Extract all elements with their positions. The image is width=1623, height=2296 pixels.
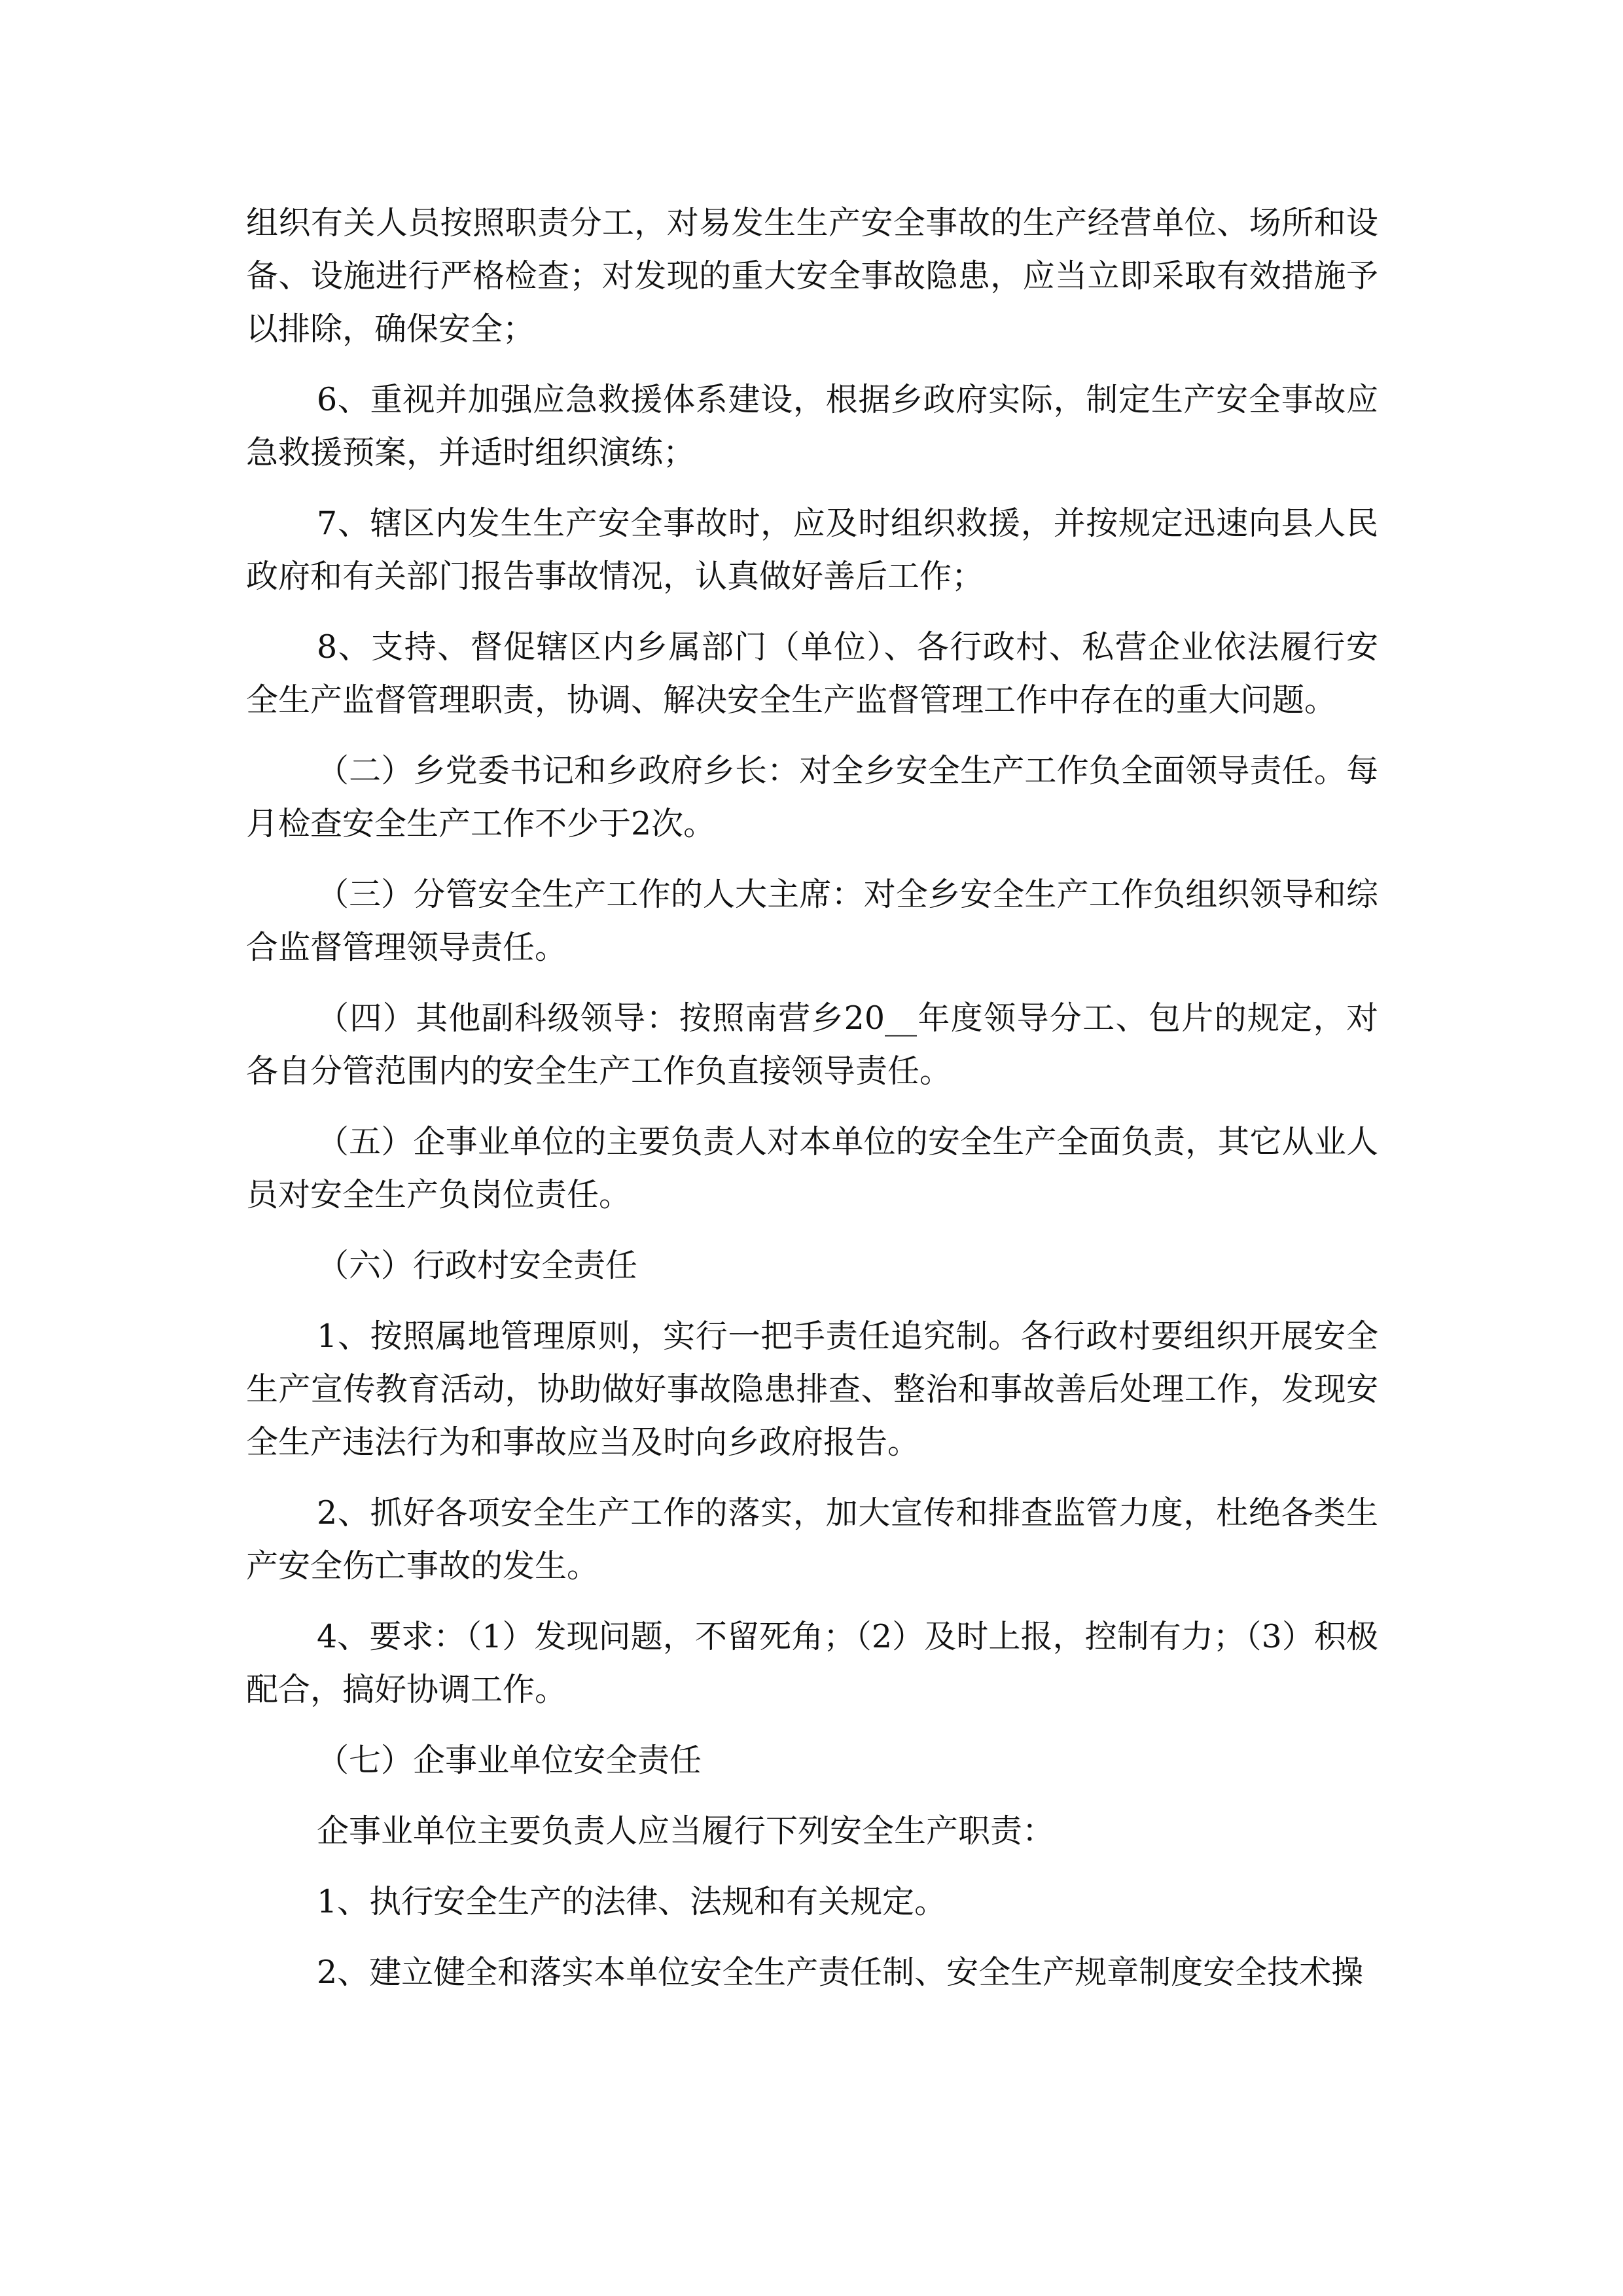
section-heading-6: （六）行政村安全责任 <box>317 1247 638 1284</box>
paragraph-section-4: （四）其他副科级领导：按照南营乡20__年度领导分工、包片的规定，对各自分管范围内的安全生产工作负直接领导责任。 <box>246 999 1378 1090</box>
paragraph-village-item-4: 4、要求：（1）发现问题，不留死角；（2）及时上报，控制有力；（3）积极配合，搞好协调工作。 <box>246 1618 1378 1708</box>
paragraph-section-3: （三）分管安全生产工作的人大主席：对全乡安全生产工作负组织领导和综合监督管理领导责任。 <box>246 876 1378 966</box>
document-body <box>246 196 1378 2017</box>
paragraph-item-8: 8、支持、督促辖区内乡属部门（单位）、各行政村、私营企业依法履行安全生产监督管理职责，协调、解决安全生产监督管理工作中存在的重大问题。 <box>246 628 1378 719</box>
paragraph-village-item-2: 2、抓好各项安全生产工作的落实，加大宣传和排查监管力度，杜绝各类生产安全伤亡事故的发生。 <box>246 1494 1378 1585</box>
paragraph-section-5: （五）企事业单位的主要负责人对本单位的安全生产全面负责，其它从业人员对安全生产负岗位责任。 <box>246 1123 1378 1213</box>
paragraph-section-2: （二）乡党委书记和乡政府乡长：对全乡安全生产工作负全面领导责任。每月检查安全生产工作不少于2次。 <box>246 752 1378 842</box>
paragraph-enterprise-item-2: 2、建立健全和落实本单位安全生产责任制、安全生产规章制度安全技术操 <box>317 1954 1364 1991</box>
paragraph-enterprise-item-1: 1、执行安全生产的法律、法规和有关规定。 <box>317 1883 947 1920</box>
section-heading-7: （七）企事业单位安全责任 <box>317 1742 702 1779</box>
paragraph-item-7: 7、辖区内发生生产安全事故时，应及时组织救援，并按规定迅速向县人民政府和有关部门报告事故情况，认真做好善后工作； <box>246 505 1378 595</box>
paragraph-item-6: 6、重视并加强应急救援体系建设，根据乡政府实际，制定生产安全事故应急救援预案，并适时组织演练； <box>246 381 1378 471</box>
paragraph-continuation: 组织有关人员按照职责分工，对易发生生产安全事故的生产经营单位、场所和设备、设施进行严格检查；对发现的重大安全事故隐患，应当立即采取有效措施予以排除，确保安全； <box>246 204 1378 348</box>
paragraph-village-item-1: 1、按照属地管理原则，实行一把手责任追究制。各行政村要组织开展安全生产宣传教育活动，协助做好事故隐患排查、整治和事故善后处理工作，发现安全生产违法行为和事故应当及时向乡政府报告。 <box>246 1318 1378 1461</box>
paragraph-enterprise-intro: 企事业单位主要负责人应当履行下列安全生产职责： <box>317 1812 1055 1850</box>
